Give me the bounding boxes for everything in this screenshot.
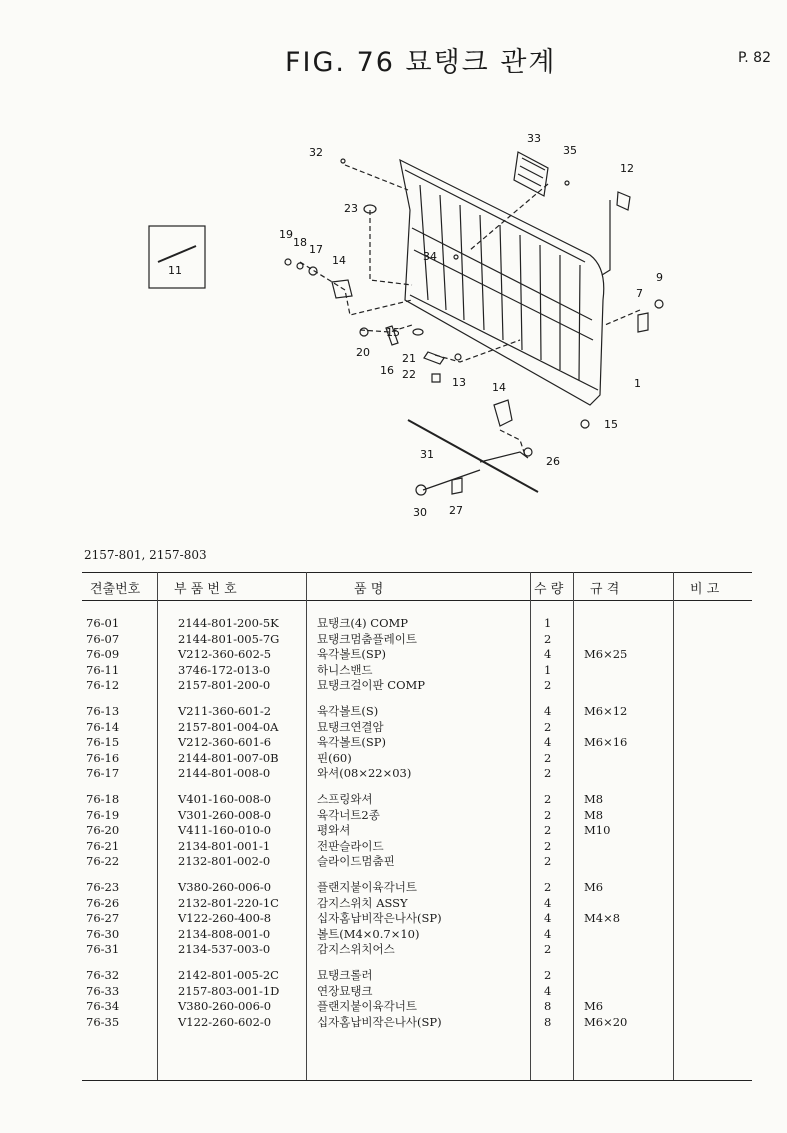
table-row: [82, 808, 752, 823]
cell-spec: M4×8: [584, 911, 621, 926]
callout-1: 1: [634, 377, 641, 390]
cell-part-number: 2134-801-001-1: [178, 838, 271, 853]
cell-spec: M6×20: [584, 1014, 628, 1029]
table-row: [82, 647, 752, 662]
callout-26: 26: [546, 455, 560, 468]
table-row: [82, 766, 752, 781]
parts-table: [82, 572, 752, 1081]
cell-quantity: 4: [544, 704, 552, 718]
callout-12: 12: [620, 162, 634, 175]
cell-ref: 76-22: [86, 854, 120, 869]
cell-part-number: 2132-801-002-0: [178, 854, 271, 869]
cell-quantity: 4: [544, 735, 552, 750]
cell-spec: M6: [584, 880, 604, 894]
table-row: [82, 678, 752, 693]
cell-part-number: 2134-808-001-0: [178, 926, 271, 941]
cell-ref: 76-32: [86, 968, 120, 982]
cell-ref: 76-30: [86, 926, 120, 941]
cell-quantity: 1: [544, 662, 552, 677]
page-number: P. 82: [738, 50, 771, 66]
callout-27: 27: [449, 504, 463, 517]
callout-33: 33: [527, 132, 541, 145]
cell-spec: M6×25: [584, 647, 628, 662]
cell-ref: 76-34: [86, 999, 120, 1014]
cell-quantity: 2: [544, 792, 552, 806]
header-quantity: 수 량: [534, 582, 564, 597]
table-row: [82, 720, 752, 735]
cell-quantity: 8: [544, 1014, 552, 1029]
header-part-number: 부 품 번 호: [174, 582, 237, 597]
cell-quantity: 4: [544, 983, 552, 998]
cell-part-name: 묘탱크(4) COMP: [317, 616, 409, 630]
cell-ref: 76-35: [86, 1014, 120, 1029]
callout-18: 18: [293, 236, 307, 249]
cell-part-number: 2157-801-200-0: [178, 678, 271, 693]
cell-quantity: 1: [544, 616, 552, 630]
page-title: FIG. 76 묘탱크 관계: [285, 47, 557, 78]
callout-34: 34: [423, 250, 437, 263]
callout-16: 16: [380, 364, 394, 377]
cell-part-number: 2142-801-005-2C: [178, 968, 279, 982]
cell-part-number: V212-360-601-6: [178, 735, 272, 750]
cell-part-name: 평와셔: [317, 823, 351, 838]
table-row: [82, 616, 752, 631]
cell-spec: M10: [584, 823, 611, 838]
table-row: [82, 839, 752, 854]
callout-11: 11: [168, 264, 182, 277]
cell-part-name: 플랜지붙이육각너트: [317, 999, 417, 1014]
cell-quantity: 8: [544, 999, 552, 1014]
table-row: [82, 792, 752, 807]
callout-15b: 15: [604, 418, 618, 431]
callout-14b: 14: [492, 381, 506, 394]
cell-part-name: 육각너트2종: [317, 807, 380, 822]
cell-part-number: V380-260-006-0: [178, 999, 272, 1014]
exploded-parts-diagram: [0, 0, 787, 540]
table-rule-bottom: [82, 1080, 752, 1081]
cell-ref: 76-19: [86, 807, 120, 822]
model-numbers: 2157-801, 2157-803: [84, 548, 207, 562]
callout-15a: 15: [386, 326, 400, 339]
header-part-name: 품 명: [354, 582, 384, 597]
cell-ref: 76-20: [86, 823, 120, 838]
cell-ref: 76-21: [86, 838, 120, 853]
cell-quantity: 2: [544, 766, 552, 781]
cell-ref: 76-17: [86, 766, 120, 781]
callout-23: 23: [344, 202, 358, 215]
cell-ref: 76-01: [86, 616, 120, 630]
table-row: [82, 751, 752, 766]
table-row: [82, 854, 752, 869]
cell-ref: 76-26: [86, 895, 120, 910]
cell-spec: M8: [584, 807, 604, 822]
cell-part-number: 2134-537-003-0: [178, 942, 271, 957]
table-row: [82, 1015, 752, 1030]
cell-quantity: 2: [544, 750, 552, 765]
callout-14a: 14: [332, 254, 346, 267]
callout-19: 19: [279, 228, 293, 241]
cell-part-number: 2132-801-220-1C: [178, 895, 279, 910]
cell-ref: 76-14: [86, 719, 120, 734]
callout-30: 30: [413, 506, 427, 519]
table-row: [82, 999, 752, 1014]
table-row: [82, 984, 752, 999]
cell-quantity: 4: [544, 926, 552, 941]
cell-quantity: 2: [544, 838, 552, 853]
cell-part-name: 묘탱크멈춤플레이트: [317, 631, 417, 646]
cell-quantity: 2: [544, 719, 552, 734]
cell-quantity: 2: [544, 854, 552, 869]
callout-20: 20: [356, 346, 370, 359]
cell-part-name: 볼트(M4×0.7×10): [317, 926, 420, 941]
callout-32: 32: [309, 146, 323, 159]
cell-part-number: V301-260-008-0: [178, 807, 272, 822]
callout-17: 17: [309, 243, 323, 256]
callout-21: 21: [402, 352, 416, 365]
table-row: [82, 663, 752, 678]
cell-part-number: V122-260-400-8: [178, 911, 272, 926]
cell-ref: 76-33: [86, 983, 120, 998]
cell-ref: 76-12: [86, 678, 120, 693]
table-row: [82, 896, 752, 911]
cell-part-number: V212-360-602-5: [178, 647, 272, 662]
cell-spec: M6×16: [584, 735, 628, 750]
cell-part-number: 2144-801-008-0: [178, 766, 271, 781]
cell-part-name: 육각볼트(SP): [317, 647, 387, 662]
header-ref: 견출번호: [90, 582, 141, 597]
cell-part-name: 감지스위치 ASSY: [317, 895, 408, 910]
cell-quantity: 2: [544, 968, 552, 982]
callout-13: 13: [452, 376, 466, 389]
cell-part-number: V122-260-602-0: [178, 1014, 272, 1029]
table-row: [82, 927, 752, 942]
callout-31: 31: [420, 448, 434, 461]
cell-part-number: V380-260-006-0: [178, 880, 272, 894]
cell-spec: M8: [584, 792, 604, 806]
table-rule-header: [82, 600, 752, 601]
cell-quantity: 4: [544, 895, 552, 910]
header-spec: 규 격: [590, 582, 620, 597]
cell-quantity: 2: [544, 942, 552, 957]
cell-part-name: 묘탱크연결암: [317, 719, 384, 734]
cell-ref: 76-16: [86, 750, 120, 765]
cell-ref: 76-13: [86, 704, 120, 718]
cell-quantity: 2: [544, 807, 552, 822]
cell-spec: M6: [584, 999, 604, 1014]
cell-ref: 76-15: [86, 735, 120, 750]
cell-part-number: 2144-801-200-5K: [178, 616, 279, 630]
table-row: [82, 968, 752, 983]
cell-part-name: 십자홈납비작은나사(SP): [317, 911, 442, 926]
cell-part-name: 육각볼트(S): [317, 704, 379, 718]
table-row: [82, 880, 752, 895]
cell-ref: 76-27: [86, 911, 120, 926]
cell-part-number: 2157-801-004-0A: [178, 719, 279, 734]
cell-part-name: 묘탱크롤러: [317, 968, 373, 982]
cell-part-name: 십자홈납비작은나사(SP): [317, 1014, 442, 1029]
cell-ref: 76-07: [86, 631, 120, 646]
cell-part-name: 육각볼트(SP): [317, 735, 387, 750]
callout-9: 9: [656, 271, 663, 284]
cell-part-number: 2157-803-001-1D: [178, 983, 280, 998]
cell-part-name: 슬라이드멈춤핀: [317, 854, 395, 869]
cell-part-name: 핀(60): [317, 750, 352, 765]
header-remark: 비 고: [690, 582, 720, 597]
cell-ref: 76-11: [86, 662, 120, 677]
cell-part-name: 묘탱크걸이판 COMP: [317, 678, 426, 693]
cell-quantity: 2: [544, 678, 552, 693]
cell-part-number: 2144-801-007-0B: [178, 750, 279, 765]
cell-quantity: 2: [544, 631, 552, 646]
cell-ref: 76-09: [86, 647, 120, 662]
table-row: [82, 911, 752, 926]
cell-quantity: 2: [544, 823, 552, 838]
cell-part-name: 스프링와셔: [317, 792, 373, 806]
cell-part-name: 전판슬라이드: [317, 838, 384, 853]
cell-ref: 76-23: [86, 880, 120, 894]
table-row: [82, 632, 752, 647]
cell-part-name: 연장묘탱크: [317, 983, 373, 998]
cell-part-name: 하니스밴드: [317, 662, 373, 677]
cell-part-name: 플랜지붙이육각너트: [317, 880, 417, 894]
callout-7: 7: [636, 287, 643, 300]
table-row: [82, 735, 752, 750]
callout-22: 22: [402, 368, 416, 381]
cell-quantity: 4: [544, 647, 552, 662]
cell-spec: M6×12: [584, 704, 628, 718]
table-row: [82, 942, 752, 957]
cell-part-number: V411-160-010-0: [178, 823, 272, 838]
cell-part-number: V401-160-008-0: [178, 792, 272, 806]
cell-ref: 76-18: [86, 792, 120, 806]
cell-part-number: V211-360-601-2: [178, 704, 272, 718]
cell-ref: 76-31: [86, 942, 120, 957]
table-rule-top: [82, 572, 752, 573]
cell-part-name: 감지스위치어스: [317, 942, 395, 957]
table-row: [82, 823, 752, 838]
cell-part-number: 3746-172-013-0: [178, 662, 271, 677]
cell-part-name: 와셔(08×22×03): [317, 766, 412, 781]
cell-quantity: 2: [544, 880, 552, 894]
callout-35: 35: [563, 144, 577, 157]
table-row: [82, 704, 752, 719]
cell-quantity: 4: [544, 911, 552, 926]
cell-part-number: 2144-801-005-7G: [178, 631, 280, 646]
